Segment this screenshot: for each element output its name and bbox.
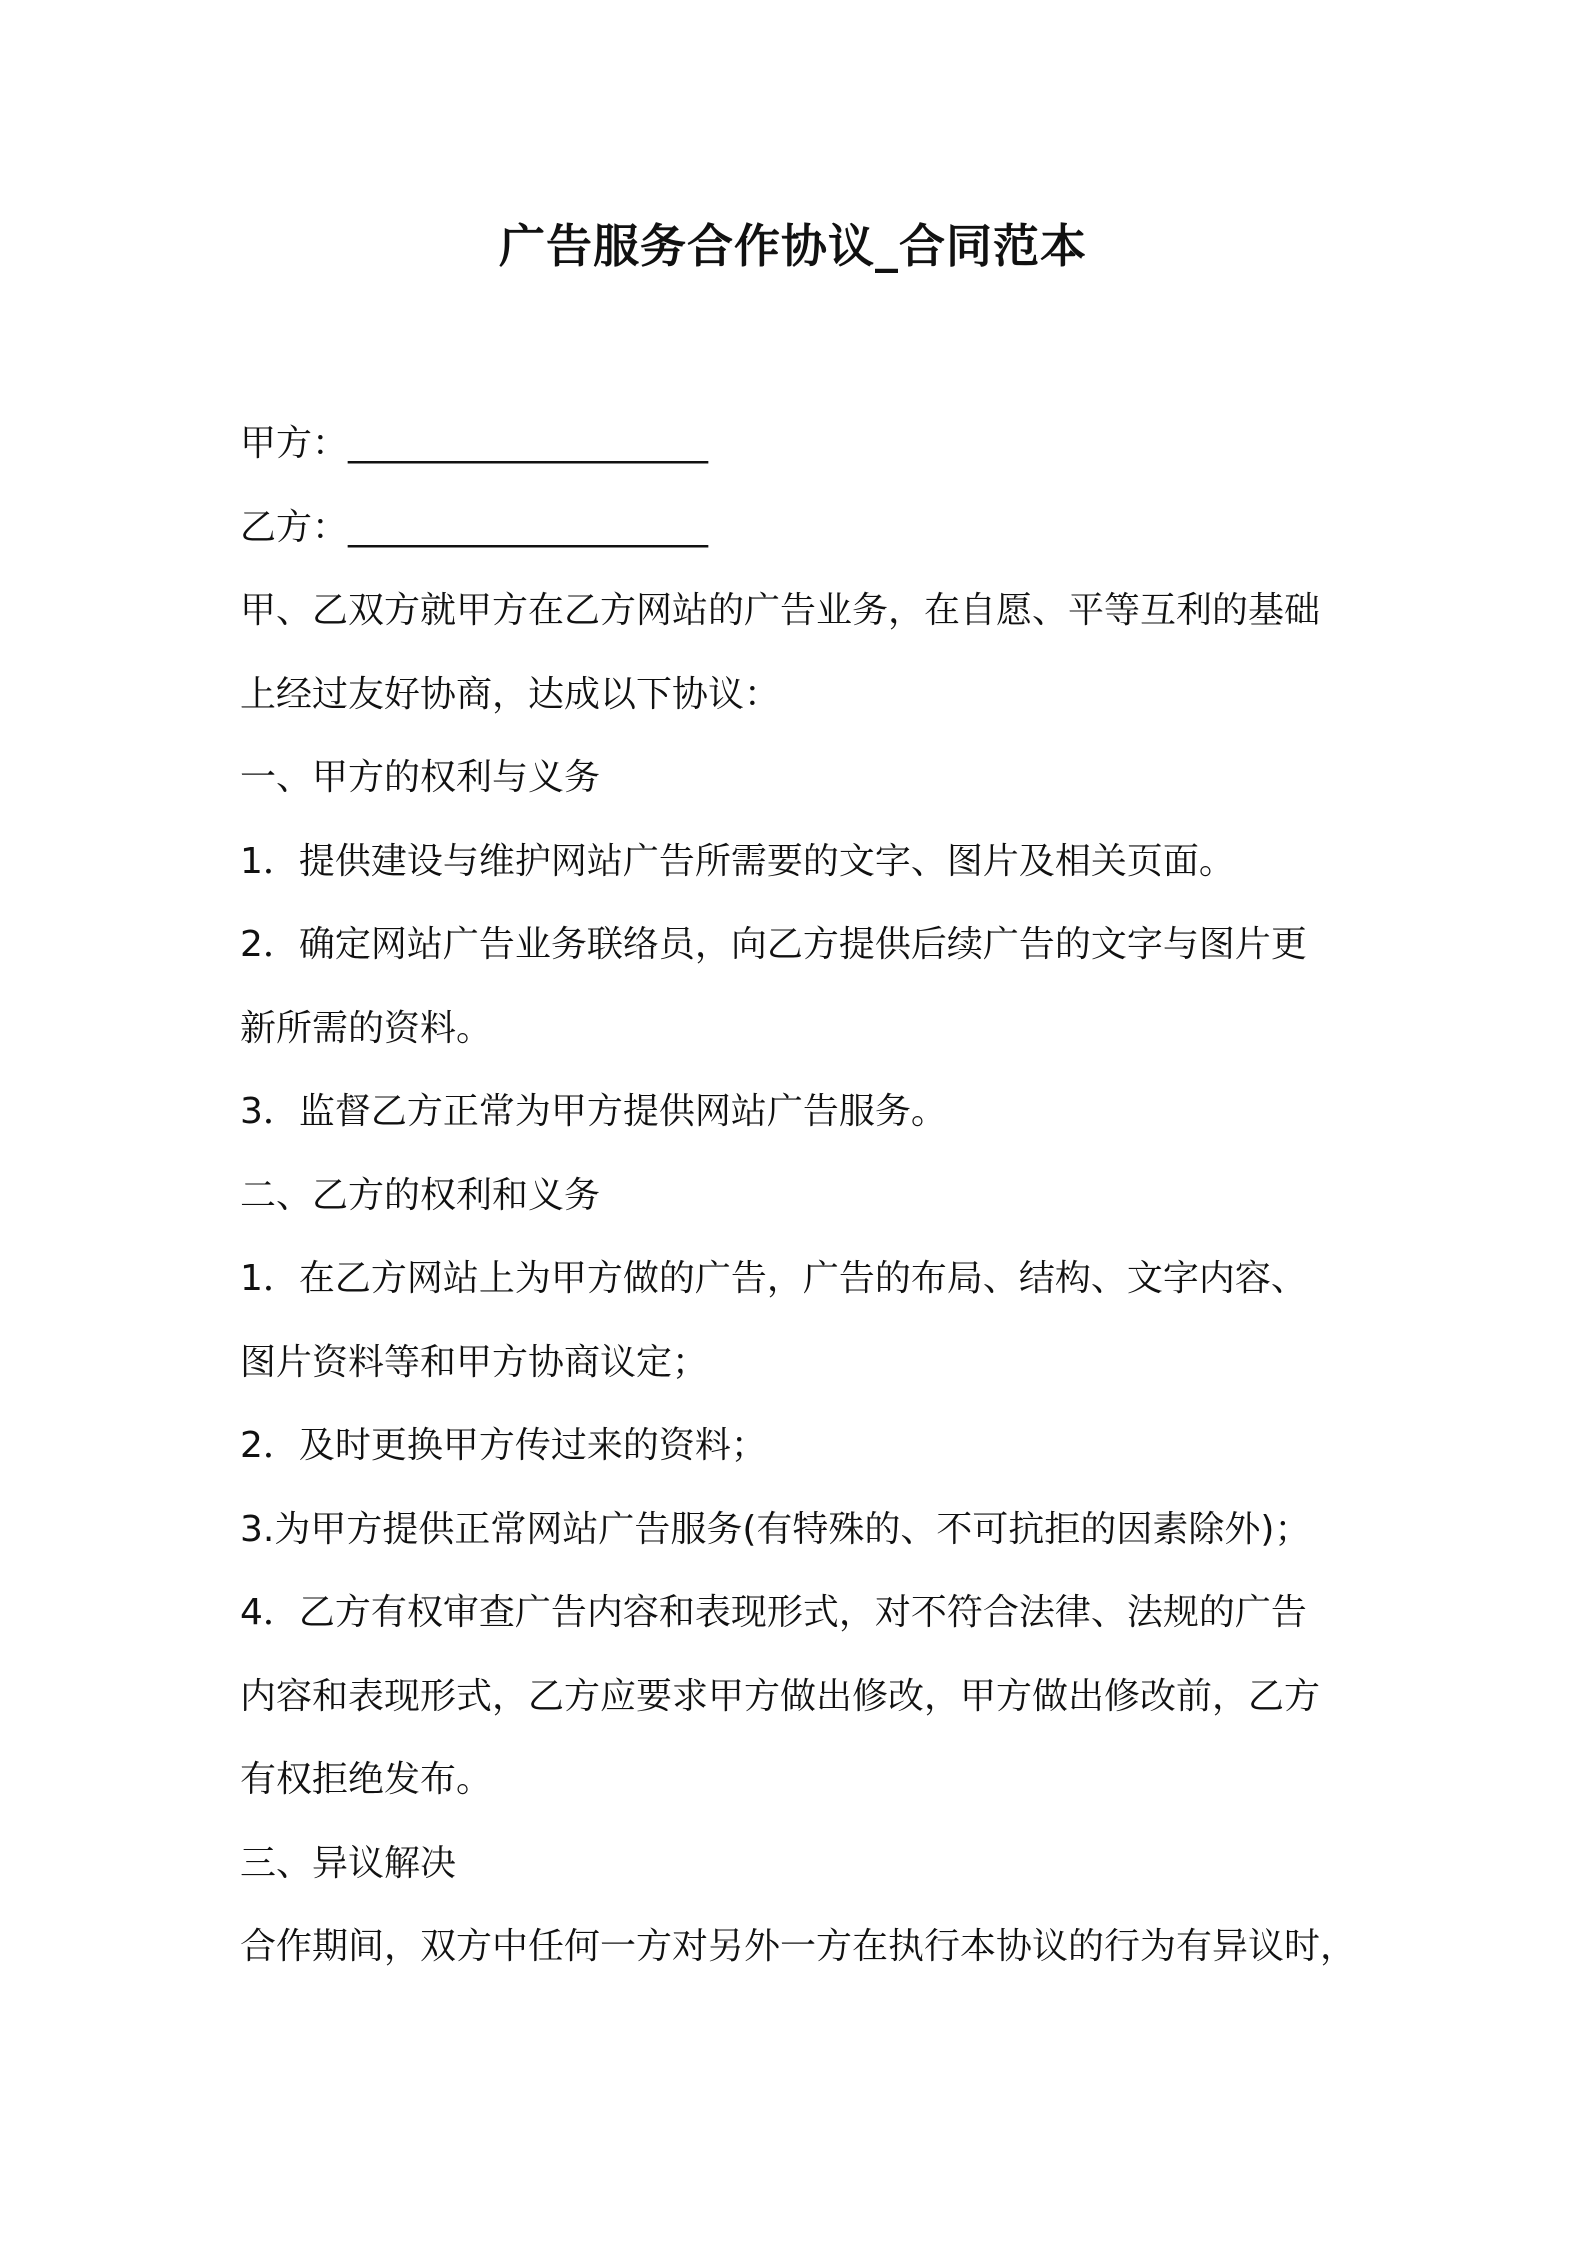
section-heading: 二、乙方的权利和义务 xyxy=(240,1174,601,1216)
preamble-line: 甲、乙双方就甲方在乙方网站的广告业务，在自愿、平等互利的基础 xyxy=(240,590,1321,631)
preamble-line: 上经过友好协商，达成以下协议： xyxy=(240,673,781,715)
clause-line: 新所需的资料。 xyxy=(240,1007,493,1049)
clause-line: 3．监督乙方正常为甲方提供网站广告服务。 xyxy=(240,1091,947,1132)
clause-line: 图片资料等和甲方协商议定； xyxy=(240,1341,709,1383)
clause-line: 1．在乙方网站上为甲方做的广告，广告的布局、结构、文字内容、 xyxy=(240,1258,1307,1299)
section-heading: 三、异议解决 xyxy=(240,1842,457,1884)
paragraph-line: 合作期间，双方中任何一方对另外一方在执行本协议的行为有异议时， xyxy=(240,1926,1357,1967)
document-title: 广告服务合作协议_合同范本 xyxy=(499,219,1087,273)
clause-line: 有权拒绝发布。 xyxy=(240,1759,493,1800)
clause-line: 4．乙方有权审查广告内容和表现形式，对不符合法律、法规的广告 xyxy=(240,1592,1307,1633)
document-body xyxy=(240,402,1360,1989)
clause-line: 1．提供建设与维护网站广告所需要的文字、图片及相关页面。 xyxy=(240,840,1235,882)
clause-line: 3.为甲方提供正常网站广告服务(有特殊的、不可抗拒的因素除外)； xyxy=(240,1508,1311,1550)
party-b-line: 乙方：____________________ xyxy=(240,506,709,548)
clause-line: 内容和表现形式，乙方应要求甲方做出修改，甲方做出修改前，乙方 xyxy=(240,1675,1321,1717)
section-heading: 一、甲方的权利与义务 xyxy=(240,757,601,798)
clause-line: 2．及时更换甲方传过来的资料； xyxy=(240,1425,767,1466)
party-a-line: 甲方：____________________ xyxy=(240,423,709,464)
clause-line: 2．确定网站广告业务联络员，向乙方提供后续广告的文字与图片更 xyxy=(240,924,1307,965)
